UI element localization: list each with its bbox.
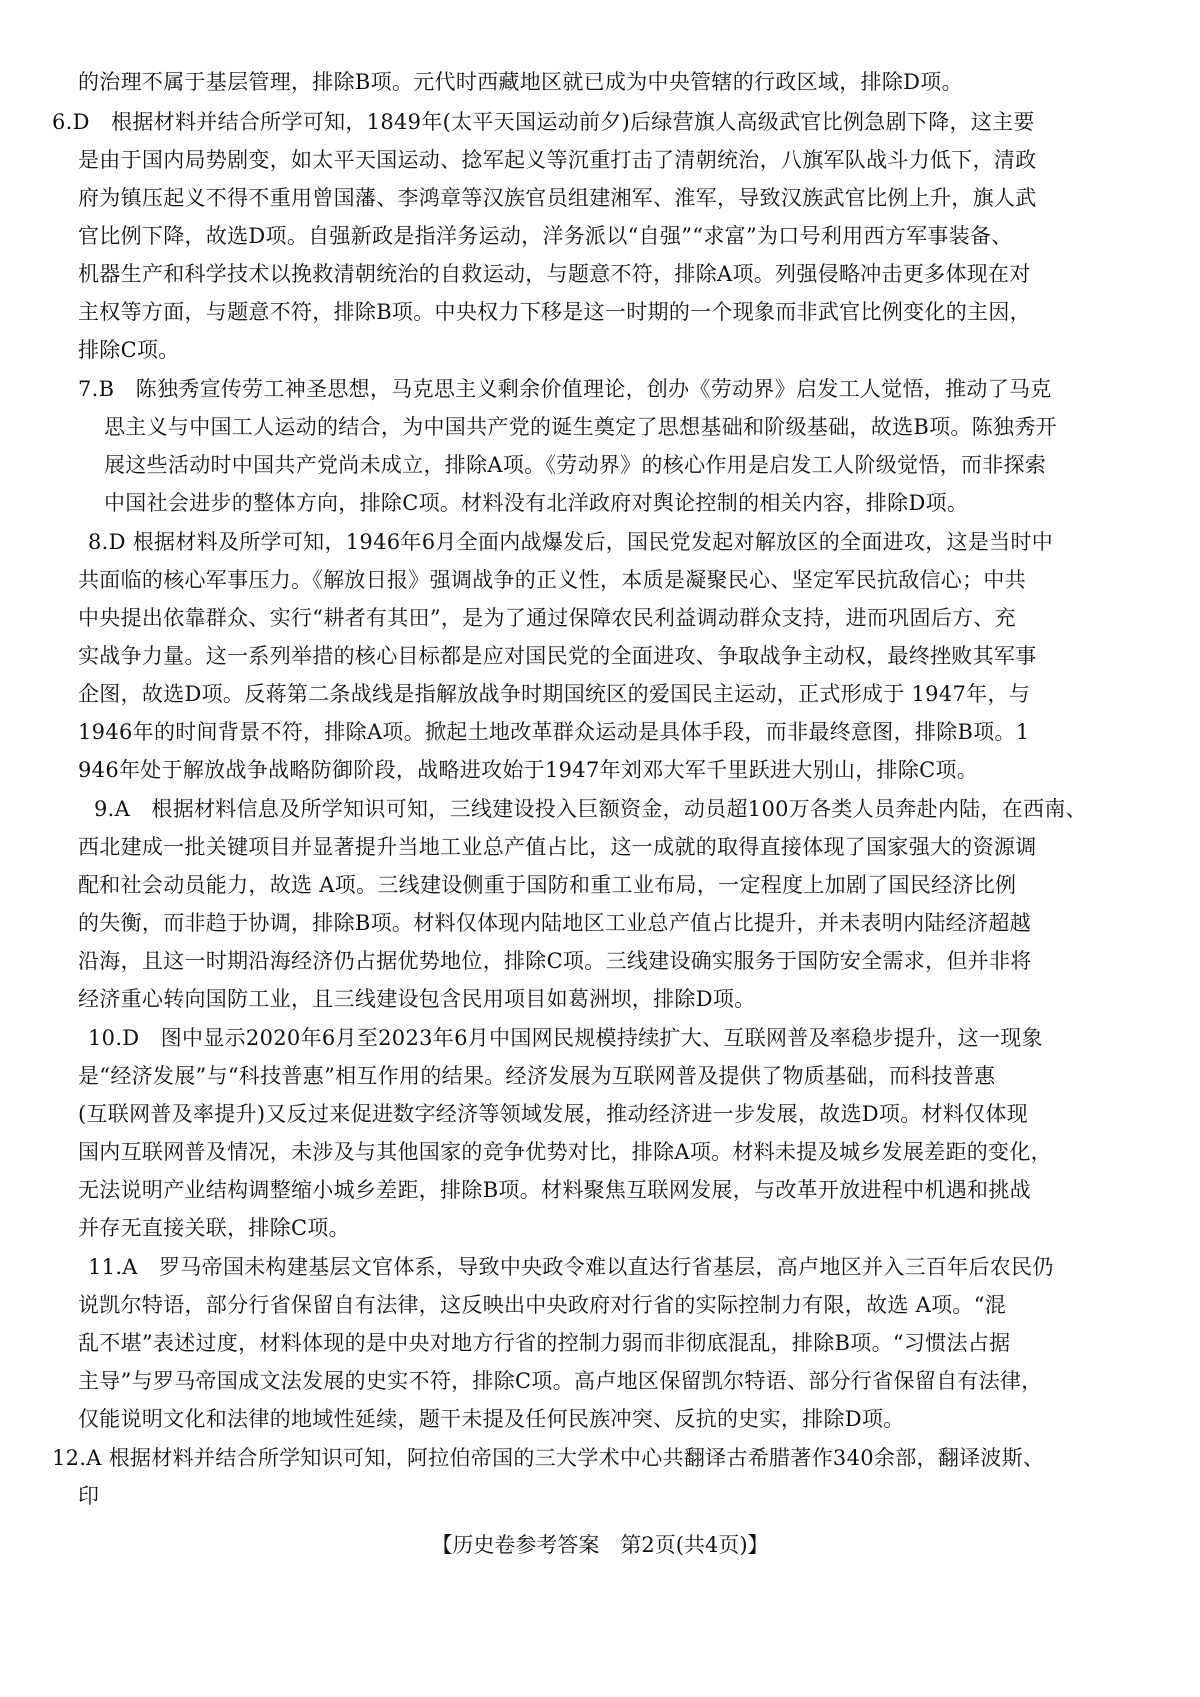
text-line: 的治理不属于基层管理，排除B项。元代时西藏地区就已成为中央管辖的行政区域，排除D项。 bbox=[78, 70, 963, 94]
text-line: 官比例下降，故选D项。自强新政是指洋务运动，洋务派以“自强”“求富”为口号利用西方军事装备、 bbox=[78, 224, 1013, 248]
text-line: 国内互联网普及情况，未涉及与其他国家的竞争优势对比，排除A项。材料未提及城乡发展差距的变化， bbox=[78, 1140, 1052, 1164]
text-line: 实战争力量。这一系列举措的核心目标都是应对国民党的全面进攻、争取战争主动权，最终挫败其军事 bbox=[78, 644, 1037, 668]
text-line: 并存无直接关联，排除C项。 bbox=[78, 1216, 350, 1240]
text-line: 展这些活动时中国共产党尚未成立，排除A项。《劳动界》的核心作用是启发工人阶级觉悟，而非探索 bbox=[104, 453, 1047, 477]
text-line: 中国社会进步的整体方向，排除C项。材料没有北洋政府对舆论控制的相关内容，排除D项。 bbox=[104, 491, 969, 515]
text-line: 中央提出依靠群众、实行“耕者有其田”，是为了通过保障农民利益调动群众支持，进而巩固后方、充 bbox=[78, 606, 1016, 630]
text-line: 企图，故选D项。反蒋第二条战线是指解放战争时期国统区的爱国民主运动，正式形成于 1947年，与 bbox=[78, 682, 1031, 706]
text-line: 仅能说明文化和法律的地域性延续，题干未提及任何民族冲突、反抗的史实，排除D项。 bbox=[78, 1407, 905, 1431]
text-line: (互联网普及率提升)又反过来促进数字经济等领域发展，推动经济进一步发展，故选D项。材料仅体现 bbox=[78, 1102, 1029, 1126]
text-line: 排除C项。 bbox=[78, 338, 180, 362]
text-line: 是由于国内局势剧变，如太平天国运动、捻军起义等沉重打击了清朝统治，八旗军队战斗力低下，清政 bbox=[78, 148, 1037, 172]
text-line: 府为镇压起义不得不重用曾国藩、李鸿章等汉族官员组建湘军、淮军，导致汉族武官比例上升，旗人武 bbox=[78, 186, 1037, 210]
text-line: 主权等方面，与题意不符，排除B项。中央权力下移是这一时期的一个现象而非武官比例变化的主因， bbox=[78, 300, 1031, 324]
page-footer: 【历史卷参考答案 第2页(共4页)】 bbox=[431, 1533, 769, 1557]
text-line: 思主义与中国工人运动的结合，为中国共产党的诞生奠定了思想基础和阶级基础，故选B项。陈独秀开 bbox=[104, 415, 1057, 439]
text-line: 10.D 图中显示2020年6月至2023年6月中国网民规模持续扩大、互联网普及率稳步提升，这一现象 bbox=[88, 1026, 1043, 1050]
text-line: 共面临的核心军事压力。《解放日报》强调战争的正义性，本质是凝聚民心、坚定军民抗敌信心；中共 bbox=[78, 568, 1026, 592]
text-line: 机器生产和科学技术以挽救清朝统治的自救运动，与题意不符，排除A项。列强侵略冲击更多体现在对 bbox=[78, 262, 1031, 286]
text-line: 主导”与罗马帝国成文法发展的史实不符，排除C项。高卢地区保留凯尔特语、部分行省保留自有法律， bbox=[78, 1369, 1043, 1393]
text-line: 是“经济发展”与“科技普惠”相互作用的结果。经济发展为互联网普及提供了物质基础，而科技普惠 bbox=[78, 1064, 996, 1088]
text-line: 11.A 罗马帝国未构建基层文官体系，导致中央政令难以直达行省基层，高卢地区并入三百年后农民仍 bbox=[88, 1255, 1054, 1279]
text-line: 印 bbox=[78, 1484, 100, 1508]
text-line: 9.A 根据材料信息及所学知识可知，三线建设投入巨额资金，动员超100万各类人员奔赴内陆，在西南、 bbox=[94, 797, 1087, 821]
text-line: 的失衡，而非趋于协调，排除B项。材料仅体现内陆地区工业总产值占比提升，并未表明内陆经济超越 bbox=[78, 911, 1031, 935]
text-line: 8.D 根据材料及所学可知，1946年6月全面内战爆发后，国民党发起对解放区的全面进攻，这是当时中 bbox=[88, 530, 1054, 554]
text-line: 12.A 根据材料并结合所学知识可知，阿拉伯帝国的三大学术中心共翻译古希腊著作340余部，翻译波斯、 bbox=[52, 1446, 1045, 1470]
text-line: 经济重心转向国防工业，且三线建设包含民用项目如葛洲坝，排除D项。 bbox=[78, 987, 756, 1011]
text-line: 沿海，且这一时期沿海经济仍占据优势地位，排除C项。三线建设确实服务于国防安全需求，但并非将 bbox=[78, 949, 1032, 973]
text-line: 乱不堪”表述过度，材料体现的是中央对地方行省的控制力弱而非彻底混乱，排除B项。“习惯法占据 bbox=[78, 1331, 1011, 1355]
text-line: 配和社会动员能力，故选 A项。三线建设侧重于国防和重工业布局，一定程度上加剧了国民经济比例 bbox=[78, 873, 1017, 897]
text-line: 7.B 陈独秀宣传劳工神圣思想，马克思主义剩余价值理论，创办《劳动界》启发工人觉悟，推动了马克 bbox=[78, 377, 1052, 401]
text-line: 无法说明产业结构调整缩小城乡差距，排除B项。材料聚焦互联网发展，与改革开放进程中机遇和挑战 bbox=[78, 1178, 1031, 1202]
text-line: 1946年的时间背景不符，排除A项。掀起土地改革群众运动是具体手段，而非最终意图，排除B项。1 bbox=[78, 720, 1030, 744]
text-line: 说凯尔特语，部分行省保留自有法律，这反映出中央政府对行省的实际控制力有限，故选 A项。“混 bbox=[78, 1293, 1007, 1317]
text-line: 946年处于解放战争战略防御阶段，战略进攻始于1947年刘邓大军千里跃进大别山，排除C项。 bbox=[78, 758, 979, 782]
text-line: 西北建成一批关键项目并显著提升当地工业总产值占比，这一成就的取得直接体现了国家强大的资源调 bbox=[78, 835, 1037, 859]
text-line: 6.D 根据材料并结合所学可知，1849年(太平天国运动前夕)后绿营旗人高级武官比例急剧下降，这主要 bbox=[52, 110, 1035, 134]
